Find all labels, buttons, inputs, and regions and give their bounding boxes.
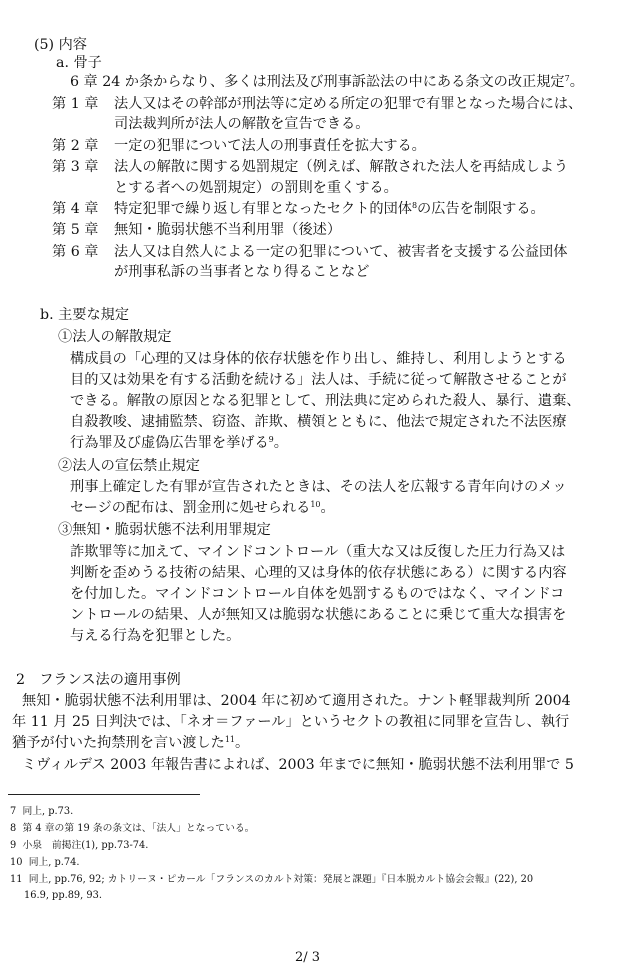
footnote-ref: 11 (224, 735, 236, 744)
footnote: 10 同上, p.74. (10, 857, 80, 868)
chapter-text: 特定犯罪で繰り返し有罪となったセクト的団体$^8$の広告を制限する。 (114, 201, 545, 217)
chapter-text: とする者への処罰規定）の罰則を重くする。 (114, 180, 398, 196)
provision-text: 判断を歪めうる技術の結果、心理的又は身体的依存状態にある）に関する内容 (70, 565, 567, 581)
footnote-ref: 8 (411, 201, 418, 210)
chapter-text: 法人又は自然人による一定の犯罪について、被害者を支援する公益団体 (114, 244, 568, 260)
section-heading: 2 フランス法の適用事例 (16, 672, 181, 688)
chapter-text: 法人又はその幹部が刑法等に定める所定の犯罪で有罪となった場合には、 (114, 96, 583, 112)
footnote: 8 第 4 章の第 19 条の条文は、「法人」となっている。 (10, 823, 255, 834)
page-number: 2/ 3 (295, 950, 321, 965)
footnote: 11 同上, pp.76, 92; カトリーヌ・ピカール「フランスのカルト対策：発展と課題」『日本脱カルト協会会報』(22), 20 (10, 874, 534, 885)
chapter-number: 第 3 章 (52, 159, 99, 175)
chapter-text: 司法裁判所が法人の解散を宣告できる。 (114, 116, 370, 132)
provision-text: 刑事上確定した有罪が宣告されたときは、その法人を広報する青年向けのメッ (70, 479, 567, 495)
body-text: ミヴィルデス 2003 年報告書によれば、2003 年までに無知・脆弱状態不法利用罪で 5 (22, 757, 574, 773)
footnote-ref: 7 (564, 74, 570, 83)
footnote-continuation: 16.9, pp.89, 93. (24, 890, 102, 901)
chapter-number: 第 6 章 (52, 244, 99, 260)
chapter-text: 法人の解散に関する処罰規定（例えば、解散された法人を再結成しよう (114, 159, 569, 175)
chapter-number: 第 5 章 (52, 222, 99, 238)
chapter-text: 無知・脆弱状態不当利用罪（後述） (114, 222, 342, 238)
footnote-ref: 10 (310, 500, 321, 509)
footnote: 7 同上, p.73. (10, 806, 74, 817)
body-text: 年 11 月 25 日判決では、「ネオ＝ファール」というセクトの教祖に同罪を宣告し、執行 (12, 714, 570, 730)
chapter-text: が刑事私訴の当事者となり得ることなど (114, 264, 370, 280)
subsection-a-label: a. 骨子 (56, 55, 102, 71)
provision-title: ②法人の宣伝禁止規定 (58, 458, 200, 474)
chapter-number: 第 4 章 (52, 201, 99, 217)
provision-title: ①法人の解散規定 (58, 329, 172, 345)
provision-text: ントロールの結果、人が無知又は脆弱な状態にあることに乗じて重大な損害を (70, 607, 567, 623)
provision-text: を付加した。マインドコントロール自体を処罰するものではなく、マインドコ (70, 586, 565, 602)
provision-text: 行為罪及び虚偽広告罪を挙げる$^9$。 (70, 435, 288, 451)
provision-title: ③無知・脆弱状態不法利用罪規定 (58, 522, 271, 538)
provision-text: 構成員の「心理的又は身体的依存状態を作り出し、維持し、利用しようとする (70, 351, 567, 367)
footnote-ref: 9 (268, 435, 274, 444)
body-text: 無知・脆弱状態不法利用罪は、2004 年に初めて適用された。ナント軽罪裁判所 2004 (22, 693, 571, 709)
footnote-divider (8, 794, 200, 795)
chapter-number: 第 1 章 (52, 96, 99, 112)
provision-text: できる。解散の原因となる犯罪として、刑法典に定められた殺人、暴行、遺棄、 (70, 393, 581, 409)
provision-text: セージの配布は、罰金刑に処せられる$^{10}$。 (70, 500, 335, 516)
footnote: 9 小泉 前掲注(1), pp.73-74. (10, 840, 149, 851)
body-text: 猶予が付いた拘禁刑を言い渡した$^{11}$。 (12, 735, 250, 751)
section-heading: (5) 内容 (34, 37, 87, 53)
provision-text: 自殺教唆、逮捕監禁、窃盗、詐欺、横領とともに、他法で規定された不法医療 (70, 414, 567, 430)
intro-line: 6 章 24 か条からなり、多くは刑法及び刑事訴訟法の中にある条文の改正規定$^7$。 (70, 74, 584, 90)
provision-text: 詐欺罪等に加えて、マインドコントロール（重大な又は反復した圧力行為又は (70, 544, 566, 560)
provision-text: 目的又は効果を有する活動を続ける」法人は、手続に従って解散させることが (70, 372, 567, 388)
chapter-text: 一定の犯罪について法人の刑事責任を拡大する。 (114, 138, 426, 154)
subsection-b-label: b. 主要な規定 (40, 307, 130, 323)
provision-text: 与える行為を犯罪とした。 (70, 628, 241, 644)
chapter-number: 第 2 章 (52, 138, 99, 154)
